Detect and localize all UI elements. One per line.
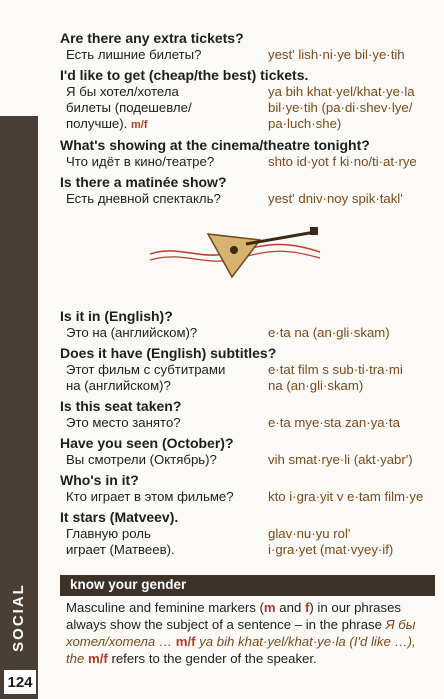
pronunciation: glav·nu·yu rol' i·gra·yet (mat·vyey·if) (268, 526, 394, 557)
phrase-list-top (60, 30, 432, 211)
russian-phrase: Есть лишние билеты? (66, 47, 202, 62)
english-phrase: Is it in (English)? (60, 308, 173, 324)
pronunciation: ya bih khat·yel/khat·ye·la bil·ye·tih (pa·di·shev·lye/ pa·luch·she) (268, 84, 415, 131)
phrase-entry (60, 30, 432, 63)
pronunciation: e·tat film s sub·ti·tra·mi na (an·gli·skam) (268, 362, 403, 393)
russian-phrase: Что идёт в кино/театре? (66, 154, 215, 169)
page-number: 124 (4, 670, 36, 694)
pronunciation: yest' lish·ni·ye bil·ye·tih (268, 47, 405, 62)
phrase-entry (60, 472, 432, 505)
info-box-title: know your gender (60, 575, 435, 596)
russian-phrase: Вы смотрели (Октябрь)? (66, 452, 217, 467)
gender-info-box (60, 575, 435, 667)
pronunciation: kto i·gra·yit v e·tam film·ye (268, 489, 424, 504)
russian-phrase: Это на (английском)? (66, 325, 198, 340)
english-phrase: Have you seen (October)? (60, 435, 234, 451)
english-phrase: It stars (Matveev). (60, 509, 179, 525)
gender-marker: m/f (131, 119, 148, 131)
balalaika-icon (150, 222, 320, 282)
pronunciation: vih smat·rye·li (akt·yabr') (268, 452, 413, 467)
pronunciation: shto id·yot f ki·no/ti·at·rye (268, 154, 417, 169)
english-phrase: I'd like to get (cheap/the best) tickets. (60, 67, 309, 83)
phrase-entry (60, 398, 432, 431)
russian-phrase: Я бы хотел/хотела билеты (подешевле/ получше). (66, 84, 192, 131)
phrase-entry (60, 345, 432, 394)
russian-phrase: Главную роль играет (Матвеев). (66, 526, 175, 557)
pronunciation: e·ta mye·sta zan·ya·ta (268, 415, 400, 430)
pronunciation: yest' dniv·noy spik·takl' (268, 191, 403, 206)
phrase-entry (60, 509, 432, 558)
russian-phrase: Этот фильм с субтитрами на (английском)? (66, 362, 226, 393)
russian-phrase: Есть дневной спектакль? (66, 191, 221, 206)
phrase-entry (60, 67, 432, 133)
info-box-text: Masculine and feminine markers (m and f) in our phrases always show the subject of a sentence – in the phrase Я бы хотел/хотела … m/f ya bih khat·yel/khat·ye·la (I'd like …), the m/f refers to the gender of the speaker. (66, 600, 416, 666)
english-phrase: What's showing at the cinema/theatre tonight? (60, 137, 370, 153)
english-phrase: Are there any extra tickets? (60, 30, 244, 46)
russian-phrase: Это место занято? (66, 415, 181, 430)
russian-phrase: Кто играет в этом фильме? (66, 489, 234, 504)
english-phrase: Does it have (English) subtitles? (60, 345, 277, 361)
phrase-entry (60, 308, 432, 341)
phrase-list-bottom (60, 308, 432, 562)
phrase-entry (60, 137, 432, 170)
pronunciation: e·ta na (an·gli·skam) (268, 325, 390, 340)
section-label: SOCIAL (9, 582, 27, 652)
phrase-entry (60, 174, 432, 207)
russian-phrase-wrap (60, 84, 268, 133)
phrase-entry (60, 435, 432, 468)
english-phrase: Is this seat taken? (60, 398, 182, 414)
english-phrase: Who's in it? (60, 472, 139, 488)
english-phrase: Is there a matinée show? (60, 174, 227, 190)
